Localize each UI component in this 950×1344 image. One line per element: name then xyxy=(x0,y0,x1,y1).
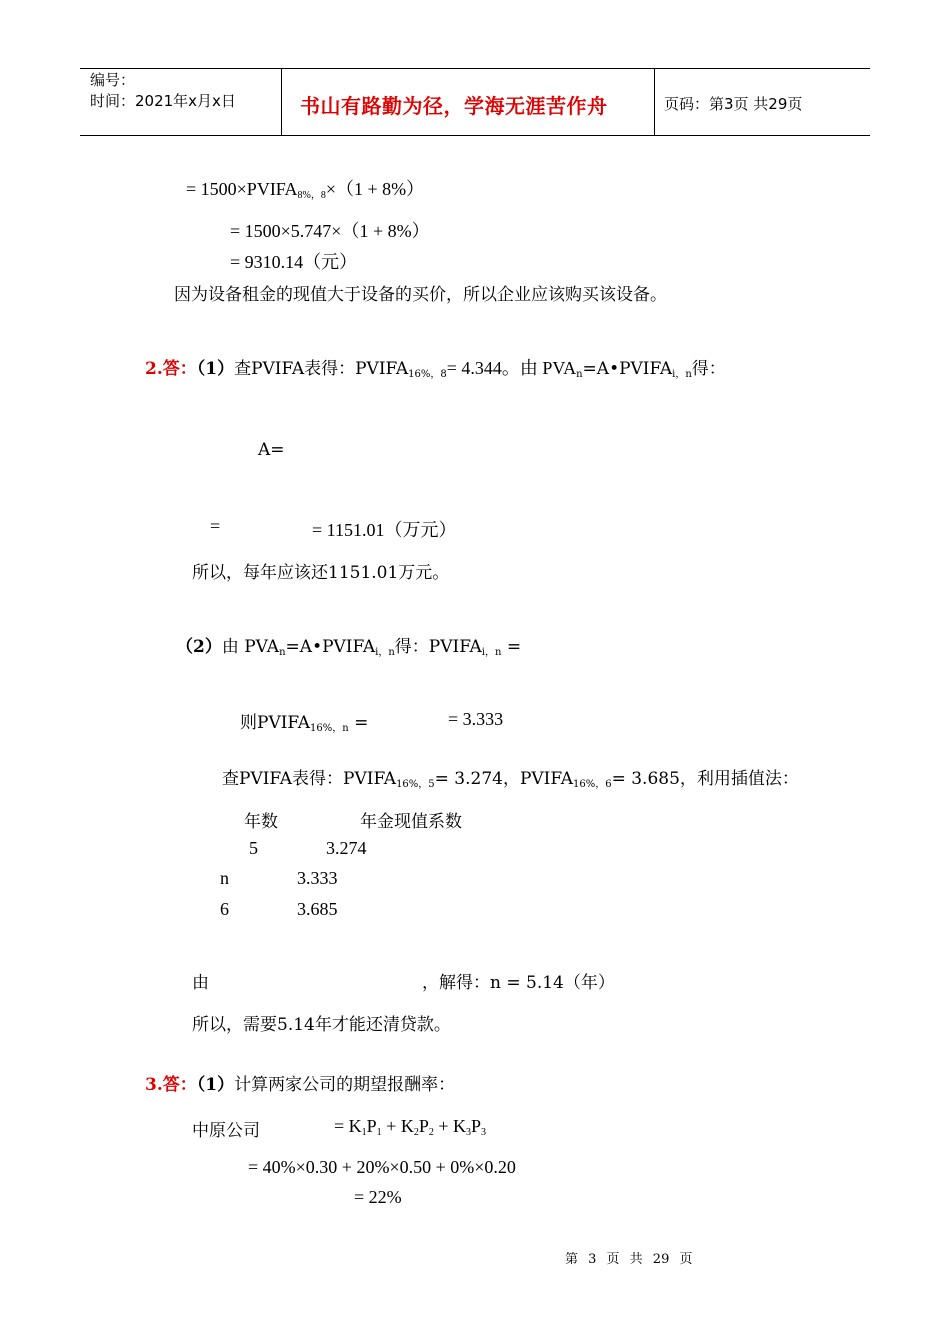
q2-lookup-sub1: 16%，5 xyxy=(396,779,435,790)
q2-solve-suffix: ，解得：n = 5.14（年） xyxy=(422,973,615,993)
f0: = K xyxy=(334,1116,362,1136)
header-divider-left xyxy=(281,68,282,136)
q2-label: 2.答： xyxy=(145,359,197,379)
q3-line1 xyxy=(145,1070,455,1095)
q2-p1-a: 查PVIFA表得：PVIFA xyxy=(234,359,409,379)
q2-p1-sub1: 16%，8 xyxy=(408,369,447,380)
f10: P xyxy=(471,1116,482,1136)
q2-p2-a: 由 PVA xyxy=(221,637,280,657)
q2-then-sub: 16%，n xyxy=(310,723,349,734)
q2-p1-sub2: n xyxy=(576,369,583,380)
q1-line2: = 1500×5.747×（1 + 8%） xyxy=(230,221,430,241)
interp-row3-year: 6 xyxy=(220,899,229,919)
q3-label: 3.答： xyxy=(145,1075,197,1095)
f7: 2 xyxy=(428,1127,434,1138)
q2-lookup-b: = 3.274，PVIFA xyxy=(434,769,573,789)
q2-conclusion2: 所以，需要5.14年才能还清贷款。 xyxy=(192,1015,451,1035)
header-divider-right xyxy=(654,68,655,136)
q2-lookup-a: 查PVIFA表得：PVIFA xyxy=(222,769,397,789)
f2: P xyxy=(366,1116,377,1136)
q2-p2-d: = xyxy=(501,637,522,657)
f3: 1 xyxy=(376,1127,382,1138)
interp-row1-year: 5 xyxy=(249,838,258,858)
q2-line1 xyxy=(145,354,726,380)
q2-lookup-c: = 3.685，利用插值法： xyxy=(611,769,799,789)
header-bottom-rule xyxy=(80,135,870,136)
q2-part2-label: （2） xyxy=(176,637,222,657)
interp-header-factor: 年金现值系数 xyxy=(360,812,462,832)
header-motto: 书山有路勤为径，学海无涯苦作舟 xyxy=(300,94,608,118)
q2-then-line xyxy=(240,708,368,734)
q2-p2-c: 得：PVIFA xyxy=(394,637,482,657)
header-page-label: 页码：第3页 共29页 xyxy=(664,95,803,113)
q1-line1-a: = 1500×PVIFA xyxy=(186,179,298,199)
q3-formula xyxy=(334,1116,486,1138)
q2-then-b: = xyxy=(348,713,369,733)
q2-p1-c: =A•PVIFA xyxy=(582,359,673,379)
q1-line1-sub: 8%，8 xyxy=(297,190,326,201)
q2-p2-sub2: i，n xyxy=(375,647,395,658)
interp-row2-factor: 3.333 xyxy=(297,868,338,888)
f11: 3 xyxy=(481,1127,487,1138)
q2-p1-sub3: i，n xyxy=(672,369,692,380)
q2-p1-b: = 4.344。由 PVA xyxy=(446,358,577,378)
q2-a-eq: A= xyxy=(258,440,285,460)
q2-p2-sub1: n xyxy=(279,647,286,658)
q2-result-val: = 1151.01（万元） xyxy=(312,520,457,540)
q2-result-eq: = xyxy=(210,516,221,536)
interp-row2-year: n xyxy=(220,868,229,888)
interp-row1-factor: 3.274 xyxy=(326,838,367,858)
q1-line3: = 9310.14（元） xyxy=(230,252,358,272)
f9: 3 xyxy=(466,1127,471,1138)
q3-part1-text: 计算两家公司的期望报酬率： xyxy=(234,1075,456,1095)
f8: + K xyxy=(433,1116,466,1136)
q2-part1-label: （1） xyxy=(196,359,235,379)
q2-conclusion1: 所以，每年应该还1151.01万元。 xyxy=(192,563,450,583)
q2-p2-sub3: i，n xyxy=(481,647,502,658)
q2-lookup xyxy=(222,764,799,790)
header-time-label: 时间：2021年x月x日 xyxy=(90,92,236,110)
f6: P xyxy=(418,1116,429,1136)
q1-line1-b: ×（1 + 8%） xyxy=(325,179,425,199)
q2-lookup-sub2: 16%，6 xyxy=(573,779,612,790)
q1-conclusion: 因为设备租金的现值大于设备的买价，所以企业应该购买该设备。 xyxy=(174,285,667,305)
q2-then-a: 则PVIFA xyxy=(240,713,311,733)
interp-header-years: 年数 xyxy=(244,812,278,832)
f5: 2 xyxy=(413,1127,419,1138)
page-footer: 第 3 页 共 29 页 xyxy=(565,1252,693,1267)
q2-then-val: = 3.333 xyxy=(448,709,504,729)
q3-calc: = 40%×0.30 + 20%×0.50 + 0%×0.20 xyxy=(248,1157,516,1177)
f1: 1 xyxy=(361,1127,367,1138)
f4: + K xyxy=(381,1116,414,1136)
q2-part2-line xyxy=(176,632,521,658)
header-top-rule xyxy=(80,68,870,69)
q2-solve-prefix: 由 xyxy=(192,973,209,993)
q3-result: = 22% xyxy=(354,1187,402,1207)
header-number-label: 编号： xyxy=(90,71,136,89)
q1-line1 xyxy=(186,175,424,201)
q3-company: 中原公司 xyxy=(192,1121,260,1141)
q2-p1-d: 得： xyxy=(691,359,726,379)
header-left-cell xyxy=(90,70,236,112)
q3-part1-label: （1） xyxy=(196,1075,235,1095)
q2-p2-b: =A•PVIFA xyxy=(285,637,376,657)
interp-row3-factor: 3.685 xyxy=(297,899,338,919)
